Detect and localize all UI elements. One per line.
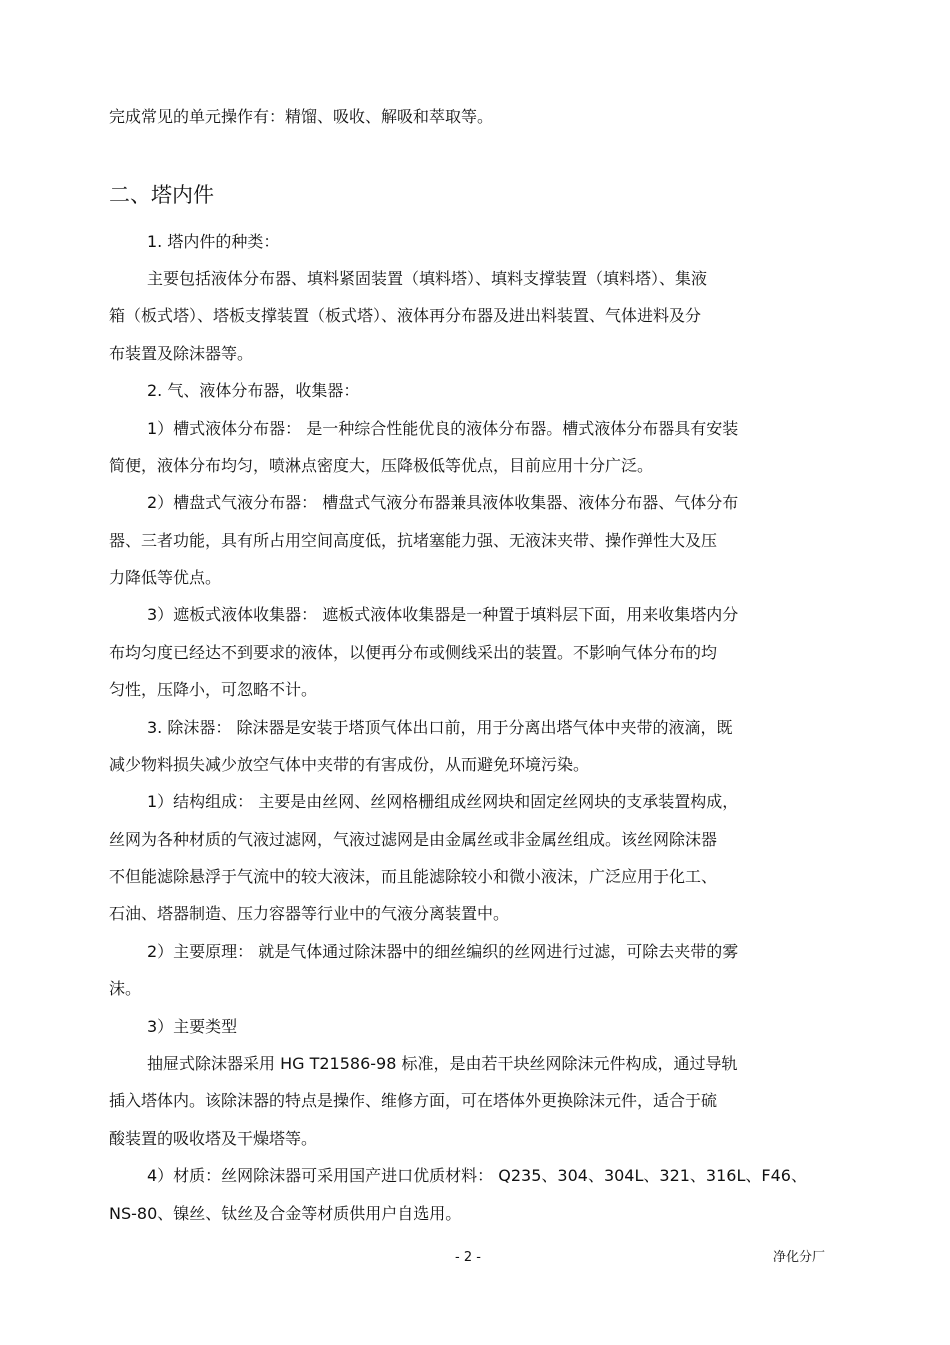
text-line: 抽屉式除沫器采用 HG T21586-98 标准，是由若干块丝网除沫元件构成，通过导轨 (147, 1054, 738, 1073)
text-line: 简便，液体分布均匀，喷淋点密度大，压降极低等优点，目前应用十分广泛。 (109, 456, 654, 475)
footer-company: 净化分厂 (773, 1250, 826, 1265)
intro-line: 完成常见的单元操作有：精馏、吸收、解吸和萃取等。 (109, 107, 494, 126)
text-line: 2）主要原理： 就是气体通过除沫器中的细丝编织的丝网进行过滤，可除去夹带的雾 (147, 942, 739, 961)
text-line: NS-80、镍丝、钛丝及合金等材质供用户自选用。 (109, 1204, 462, 1223)
text-line: 2）槽盘式气液分布器： 槽盘式气液分布器兼具液体收集器、液体分布器、气体分布 (147, 493, 739, 512)
text-line: 力降低等优点。 (109, 568, 222, 587)
text-line: 沫。 (109, 979, 142, 998)
text-line: 酸装置的吸收塔及干燥塔等。 (109, 1129, 318, 1148)
text-line: 1. 塔内件的种类： (147, 232, 280, 251)
text-line: 主要包括液体分布器、填料紧固装置（填料塔）、填料支撑装置（填料塔）、集液 (147, 269, 708, 288)
text-line: 2. 气、液体分布器，收集器： (147, 381, 360, 400)
text-line: 布装置及除沫器等。 (109, 344, 254, 363)
text-line: 3）主要类型 (147, 1017, 238, 1036)
page-number: - 2 - (455, 1250, 481, 1265)
text-line: 丝网为各种材质的气液过滤网，气液过滤网是由金属丝或非金属丝组成。该丝网除沫器 (109, 830, 718, 849)
text-line: 减少物料损失减少放空气体中夹带的有害成份，从而避免环境污染。 (109, 755, 590, 774)
text-line: 石油、塔器制造、压力容器等行业中的气液分离装置中。 (109, 904, 510, 923)
text-line: 布均匀度已经达不到要求的液体，以便再分布或侧线采出的装置。不影响气体分布的均 (109, 643, 718, 662)
text-line: 3. 除沫器： 除沫器是安装于塔顶气体出口前，用于分离出塔气体中夹带的液滴，既 (147, 718, 733, 737)
text-line: 插入塔体内。该除沫器的特点是操作、维修方面，可在塔体外更换除沫元件，适合于硫 (109, 1091, 718, 1110)
text-line: 1）槽式液体分布器： 是一种综合性能优良的液体分布器。槽式液体分布器具有安装 (147, 419, 739, 438)
text-line: 3）遮板式液体收集器： 遮板式液体收集器是一种置于填料层下面，用来收集塔内分 (147, 605, 739, 624)
text-line: 匀性，压降小，可忽略不计。 (109, 680, 318, 699)
text-line: 器、三者功能，具有所占用空间高度低，抗堵塞能力强、无液沫夹带、操作弹性大及压 (109, 531, 718, 550)
text-line: 4）材质：丝网除沫器可采用国产进口优质材料： Q235、304、304L、321、316L、F46、 (147, 1166, 807, 1185)
text-line: 不但能滤除悬浮于气流中的较大液沫，而且能滤除较小和微小液沫，广泛应用于化工、 (109, 867, 718, 886)
section-heading: 二、塔内件 (109, 183, 214, 207)
text-line: 箱（板式塔）、塔板支撑装置（板式塔）、液体再分布器及进出料装置、气体进料及分 (109, 306, 702, 325)
text-line: 1）结构组成： 主要是由丝网、丝网格栅组成丝网块和固定丝网块的支承装置构成， (147, 792, 739, 811)
